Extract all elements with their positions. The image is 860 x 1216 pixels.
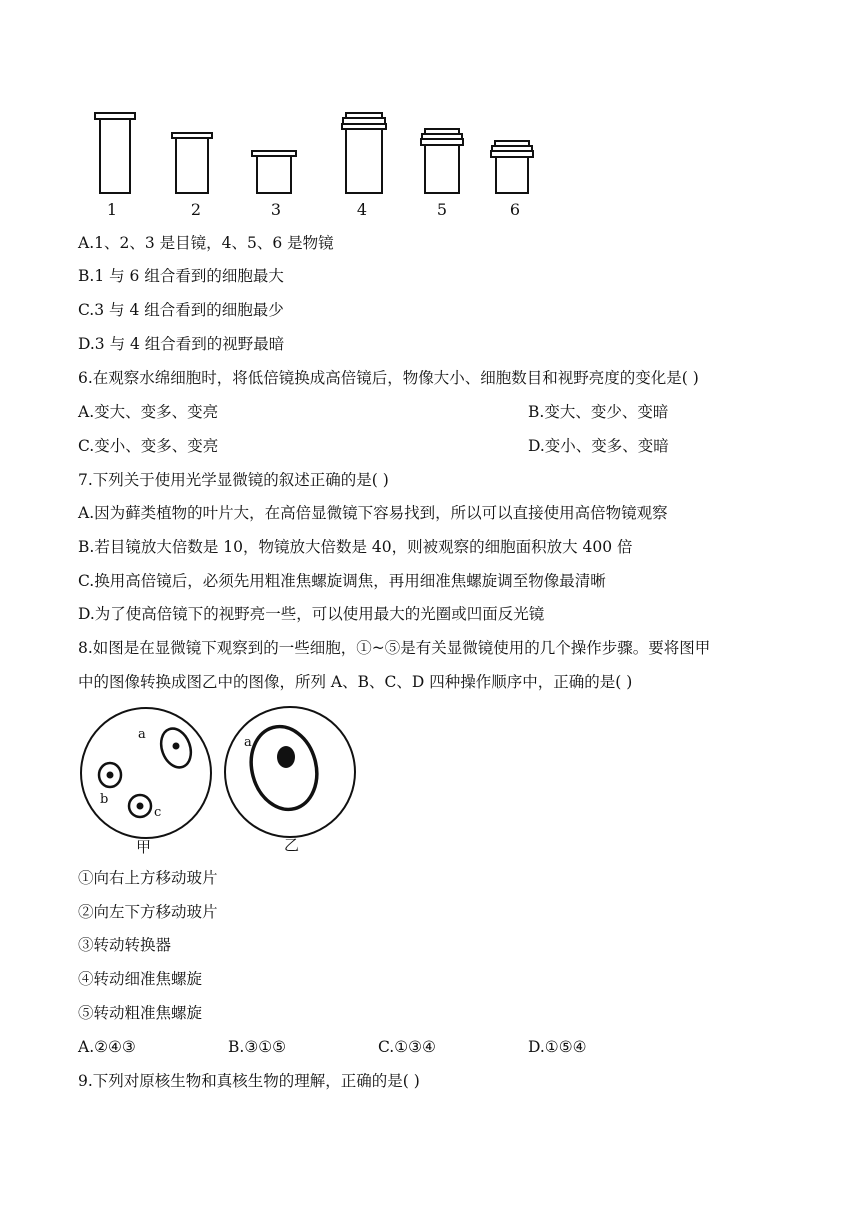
q8-step-4: ④转动细准焦螺旋 [78,970,203,988]
cell-a-large [242,719,326,817]
lens-label-6: 6 [509,200,521,219]
q8-step-3: ③转动转换器 [78,936,172,954]
q6-option-b: B.变大、变少、变暗 [528,403,669,421]
q7-option-a: A.因为藓类植物的叶片大，在高倍显微镜下容易找到，所以可以直接使用高倍物镜观察 [78,504,668,522]
q8-option-b: B.③①⑤ [228,1038,287,1056]
label-a-jia: a [138,727,146,742]
label-c: c [154,805,162,820]
q9-stem: 9.下列对原核生物和真核生物的理解，正确的是( ) [78,1072,420,1090]
q6-option-a: A.变大、变多、变亮 [78,403,219,421]
lens-label-4: 4 [356,200,368,219]
lens-label-2: 2 [190,200,202,219]
q8-stem-line1: 8.如图是在显微镜下观察到的一些细胞，①~⑤是有关显微镜使用的几个操作步骤。要将图甲 [78,639,711,657]
q8-option-d: D.①⑤④ [528,1038,587,1056]
q5-option-a: A.1、2、3 是目镜，4、5、6 是物镜 [78,234,334,252]
q8-step-2: ②向左下方移动玻片 [78,903,218,921]
q7-option-b: B.若目镜放大倍数是 10，物镜放大倍数是 40，则被观察的细胞面积放大 400 倍 [78,538,633,556]
q8-option-c: C.①③④ [378,1038,436,1056]
field-jia [81,708,211,838]
lens-label-5: 5 [436,200,448,219]
q5-option-d: D.3 与 4 组合看到的视野最暗 [78,335,285,353]
q7-option-c: C.换用高倍镜后，必须先用粗准焦螺旋调焦，再用细准焦螺旋调至物像最清晰 [78,572,606,590]
microscope-field-figure [78,700,368,860]
q7-stem: 7.下列关于使用光学显微镜的叙述正确的是( ) [78,471,389,489]
label-jia: 甲 [136,838,152,856]
q5-option-c: C.3 与 4 组合看到的细胞最少 [78,301,284,319]
lens-figure [90,108,560,223]
label-a-yi: a [244,735,252,750]
q8-option-a: A.②④③ [78,1038,136,1056]
lens-label-1: 1 [106,200,118,219]
label-b: b [100,792,109,807]
q7-option-d: D.为了使高倍镜下的视野亮一些，可以使用最大的光圈或凹面反光镜 [78,605,545,623]
q8-stem-line2: 中的图像转换成图乙中的图像，所列 A、B、C、D 四种操作顺序中，正确的是( ) [78,673,633,691]
field-yi [225,707,355,837]
q6-stem: 6.在观察水绵细胞时，将低倍镜换成高倍镜后，物像大小、细胞数目和视野亮度的变化是( ) [78,369,699,387]
lens-label-3: 3 [270,200,282,219]
q8-step-5: ⑤转动粗准焦螺旋 [78,1004,203,1022]
q8-step-1: ①向右上方移动玻片 [78,869,218,887]
q6-option-c: C.变小、变多、变亮 [78,437,219,455]
q5-option-b: B.1 与 6 组合看到的细胞最大 [78,267,284,285]
q6-option-d: D.变小、变多、变暗 [528,437,669,455]
label-yi: 乙 [284,836,300,854]
